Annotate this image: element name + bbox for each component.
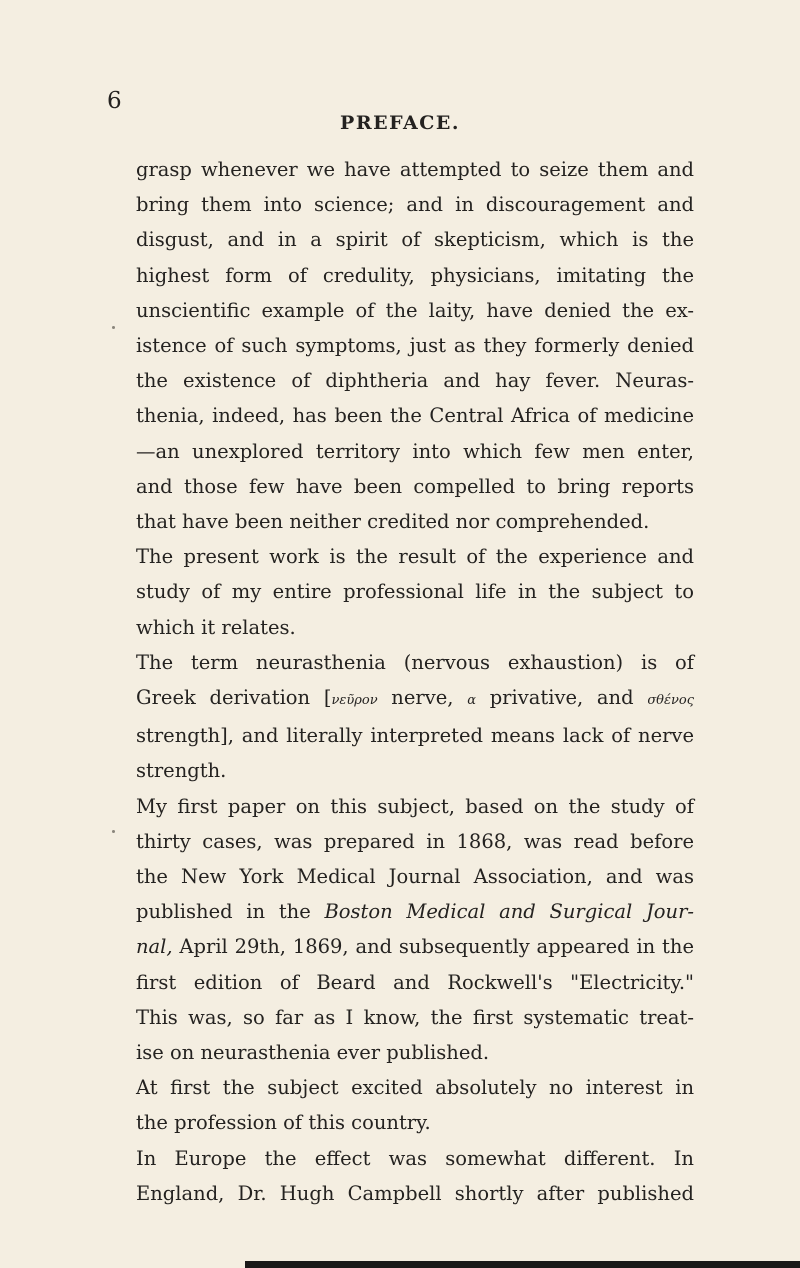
text-line: thirty cases, was prepared in 1868, was read before (136, 829, 694, 853)
text-line: bring them into science; and in discouragement and (136, 193, 694, 217)
text-line: which it relates. (136, 615, 296, 639)
margin-speck (112, 326, 115, 329)
text-fragment: nerve, (377, 686, 468, 710)
text-line: that have been neither credited nor comprehended. (136, 510, 650, 534)
text-line: first edition of Beard and Rockwell's "Electricity." (136, 970, 694, 994)
running-head: PREFACE. (340, 112, 460, 134)
text-line: thenia, indeed, has been the Central Africa of medicine (136, 404, 694, 428)
text-line: The term neurasthenia (nervous exhaustion) is of (136, 650, 694, 674)
text-line: disgust, and in a spirit of skepticism, which is the (136, 228, 694, 252)
text-line-journal (136, 929, 694, 964)
text-line-greek (136, 680, 694, 718)
page-bottom-edge (245, 1261, 800, 1268)
text-line: and those few have been compelled to bring reports (136, 474, 694, 498)
greek-letter-alpha: α (467, 693, 476, 709)
text-line: strength], and literally interpreted means lack of nerve (136, 724, 694, 748)
page-number: 6 (107, 88, 122, 114)
text-line: This was, so far as I know, the first systematic treat- (136, 1005, 694, 1029)
greek-word-sthenos: σθένος (647, 693, 694, 709)
journal-title-cont: nal, (136, 935, 173, 959)
text-line: grasp whenever we have attempted to seize them and (136, 158, 694, 181)
text-line: the profession of this country. (136, 1111, 431, 1135)
text-line: istence of such symptoms, just as they formerly denied (136, 334, 694, 358)
text-line: study of my entire professional life in the subject to (136, 580, 694, 604)
text-fragment: April 29th, 1869, and subsequently appeared in the (172, 935, 694, 959)
text-line: unscientific example of the laity, have denied the ex- (136, 298, 694, 322)
journal-title: Boston Medical and Surgical Jour- (324, 900, 694, 924)
text-line: The present work is the result of the experience and (136, 545, 694, 569)
text-line: At first the subject excited absolutely no interest in (136, 1076, 694, 1100)
text-fragment: published in the (136, 900, 325, 924)
text-fragment: Greek derivation [ (136, 686, 332, 710)
margin-speck (112, 830, 115, 833)
text-line: —an unexplored territory into which few men enter, (136, 439, 694, 463)
text-line: highest form of credulity, physicians, imitating the (136, 263, 694, 287)
text-line: the New York Medical Journal Association, and was (136, 865, 694, 889)
text-line: strength. (136, 759, 227, 783)
text-line-journal (136, 894, 694, 929)
text-fragment: privative, and (475, 686, 648, 710)
text-line: England, Dr. Hugh Campbell shortly after published (136, 1181, 694, 1205)
text-line: In Europe the effect was somewhat different. In (136, 1146, 694, 1170)
text-line: My first paper on this subject, based on the study of (136, 794, 694, 818)
text-line: ise on neurasthenia ever published. (136, 1041, 490, 1065)
text-line: the existence of diphtheria and hay fever. Neuras- (136, 369, 694, 393)
body-text (136, 152, 694, 1211)
greek-word-neuron: νεῦρον (331, 693, 378, 709)
